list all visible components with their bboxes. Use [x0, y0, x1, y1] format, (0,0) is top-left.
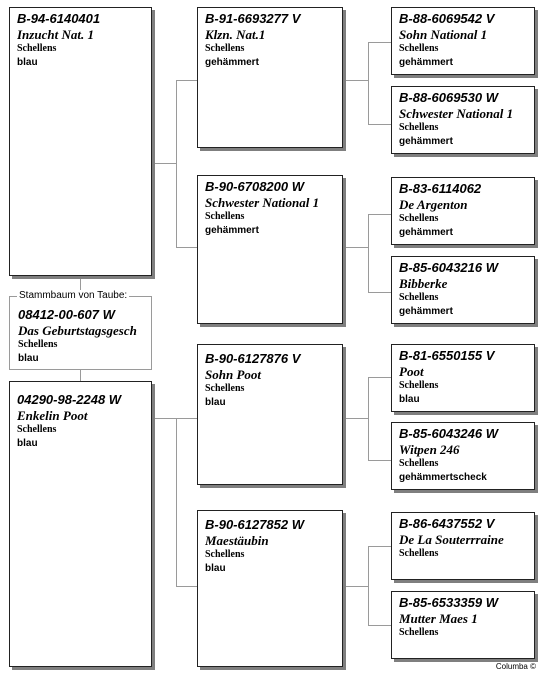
- ring-number: B-91-6693277 V: [205, 11, 301, 26]
- ring-number: B-86-6437552 V: [399, 516, 495, 531]
- breed: Schellens: [17, 43, 57, 54]
- connector-line: [368, 214, 391, 215]
- connector-line: [368, 546, 369, 625]
- pigeon-name: Bibberke: [399, 276, 448, 291]
- sire-sire-card[interactable]: [197, 7, 343, 148]
- ring-number: 04290-98-2248 W: [17, 392, 122, 407]
- breed: Schellens: [399, 213, 439, 224]
- sd-dam-card[interactable]: [391, 256, 535, 324]
- pigeon-name: Inzucht Nat. 1: [17, 27, 94, 42]
- connector-line: [368, 214, 369, 292]
- connector-line: [155, 163, 176, 164]
- connector-line: [155, 418, 176, 419]
- pigeon-name: Klzn. Nat.1: [205, 27, 266, 42]
- sd-sire-card[interactable]: [391, 177, 535, 245]
- pigeon-name: De La Souterrraine: [399, 532, 504, 547]
- pigeon-name: Enkelin Poot: [17, 408, 88, 423]
- pigeon-name: Witpen 246: [399, 442, 460, 457]
- plumage-color: gehämmert: [399, 57, 453, 68]
- connector-line: [176, 80, 197, 81]
- plumage-color: gehämmertscheck: [399, 472, 487, 483]
- ss-sire-card[interactable]: [391, 7, 535, 75]
- pedigree-label: Stammbaum von Taube:: [19, 290, 128, 301]
- breed: Schellens: [399, 122, 439, 133]
- dam-sire-card[interactable]: [197, 344, 343, 485]
- connector-line: [346, 418, 368, 419]
- ring-number: B-88-6069542 V: [399, 11, 495, 26]
- breed: Schellens: [18, 339, 58, 350]
- ring-number: B-90-6708200 W: [205, 179, 304, 194]
- plumage-color: blau: [17, 438, 38, 449]
- plumage-color: gehämmert: [205, 225, 259, 236]
- plumage-color: gehämmert: [399, 306, 453, 317]
- ds-sire-card[interactable]: [391, 344, 535, 412]
- pigeon-name: Sohn National 1: [399, 27, 488, 42]
- dam-card[interactable]: [9, 381, 152, 667]
- ring-number: B-85-6043246 W: [399, 426, 498, 441]
- ring-number: B-94-6140401: [17, 11, 101, 26]
- plumage-color: gehämmert: [399, 227, 453, 238]
- connector-line: [176, 418, 197, 419]
- plumage-color: blau: [205, 563, 226, 574]
- connector-line: [176, 247, 197, 248]
- footer-credit: Columba ©: [495, 662, 536, 671]
- pigeon-name: Sohn Poot: [205, 367, 261, 382]
- breed: Schellens: [205, 383, 245, 394]
- connector-line: [176, 80, 177, 247]
- connector-line: [368, 377, 391, 378]
- plumage-color: gehämmert: [399, 136, 453, 147]
- breed: Schellens: [205, 43, 245, 54]
- ring-number: B-81-6550155 V: [399, 348, 495, 363]
- sire-dam-card[interactable]: [197, 175, 343, 324]
- breed: Schellens: [205, 211, 245, 222]
- connector-line: [368, 292, 391, 293]
- pigeon-name: Das Geburtstagsgesch: [18, 323, 137, 338]
- breed: Schellens: [205, 549, 245, 560]
- connector-line: [80, 370, 81, 381]
- pigeon-name: Schwester National 1: [205, 195, 320, 210]
- dd-dam-card[interactable]: [391, 591, 535, 659]
- connector-line: [176, 418, 177, 586]
- connector-line: [176, 586, 197, 587]
- pigeon-name: Poot: [399, 364, 424, 379]
- ring-number: B-85-6043216 W: [399, 260, 498, 275]
- connector-line: [368, 42, 369, 124]
- pigeon-name: De Argenton: [399, 197, 468, 212]
- connector-line: [368, 546, 391, 547]
- ring-number: B-90-6127876 V: [205, 351, 301, 366]
- breed: Schellens: [399, 43, 439, 54]
- breed: Schellens: [17, 424, 57, 435]
- connector-line: [368, 460, 391, 461]
- breed: Schellens: [399, 380, 439, 391]
- ss-dam-card[interactable]: [391, 86, 535, 154]
- plumage-color: blau: [17, 57, 38, 68]
- plumage-color: blau: [205, 397, 226, 408]
- connector-line: [346, 247, 368, 248]
- breed: Schellens: [399, 458, 439, 469]
- connector-line: [368, 42, 391, 43]
- connector-line: [346, 586, 368, 587]
- connector-line: [368, 625, 391, 626]
- pigeon-name: Schwester National 1: [399, 106, 514, 121]
- sire-card[interactable]: [9, 7, 152, 276]
- breed: Schellens: [399, 627, 439, 638]
- connector-line: [346, 80, 368, 81]
- ring-number: B-88-6069530 W: [399, 90, 498, 105]
- ds-dam-card[interactable]: [391, 422, 535, 490]
- ring-number: 08412-00-607 W: [18, 307, 115, 322]
- dd-sire-card[interactable]: [391, 512, 535, 580]
- plumage-color: gehämmert: [205, 57, 259, 68]
- connector-line: [368, 124, 391, 125]
- ring-number: B-85-6533359 W: [399, 595, 498, 610]
- ring-number: B-83-6114062: [399, 181, 482, 196]
- pigeon-name: Maestäubin: [205, 533, 269, 548]
- connector-line: [368, 377, 369, 460]
- ring-number: B-90-6127852 W: [205, 517, 304, 532]
- pigeon-name: Mutter Maes 1: [399, 611, 478, 626]
- dam-dam-card[interactable]: [197, 510, 343, 667]
- plumage-color: blau: [18, 353, 39, 364]
- plumage-color: blau: [399, 394, 420, 405]
- subject-pigeon-card[interactable]: [9, 296, 152, 370]
- breed: Schellens: [399, 548, 439, 559]
- breed: Schellens: [399, 292, 439, 303]
